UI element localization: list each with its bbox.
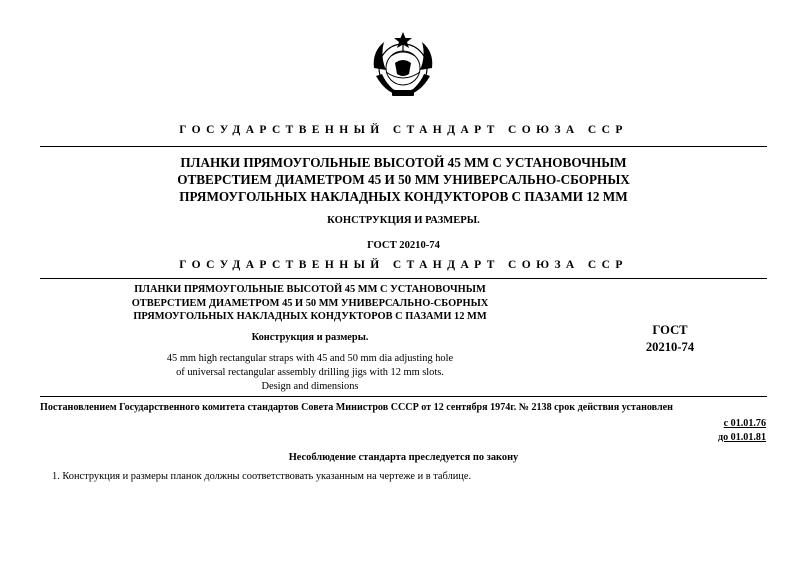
- header-rule-bottom: [40, 278, 767, 279]
- law-notice: Несоблюдение стандарта преследуется по закону: [288, 452, 519, 463]
- header-subtitle: КОНСТРУКЦИЯ И РАЗМЕРЫ.: [327, 215, 480, 226]
- valid-to: до 01.01.81: [717, 432, 766, 443]
- english-line-1: 45 mm high rectangular straps with 45 and 50 mm dia adjusting hole: [166, 353, 454, 364]
- state-standard-header: ГОСУДАРСТВЕННЫЙ СТАНДАРТ СОЮЗА ССР: [179, 124, 628, 136]
- header-gost-code: ГОСТ 20210-74: [367, 240, 440, 251]
- english-title: [110, 352, 510, 394]
- ussr-emblem-icon: [366, 30, 440, 102]
- gost-label: ГОСТ: [652, 323, 688, 337]
- state-standard-repeat: ГОСУДАРСТВЕННЫЙ СТАНДАРТ СОЮЗА ССР: [179, 259, 628, 271]
- body-title-line-3: ПРЯМОУГОЛЬНЫХ НАКЛАДНЫХ КОНДУКТОРОВ С ПАЗАМИ 12 ММ: [133, 311, 487, 322]
- gost-box: [620, 322, 720, 356]
- header-title-line-2: ОТВЕРСТИЕМ ДИАМЕТРОМ 45 И 50 ММ УНИВЕРСАЛЬНО-СБОРНЫХ: [177, 172, 630, 187]
- english-line-2: of universal rectangular assembly drilling jigs with 12 mm slots.: [176, 367, 444, 378]
- decree-text: Постановлением Государственного комитета стандартов Совета Министров СССР от 12 сентября 1974г. № 2138 срок действия установлен: [40, 402, 673, 413]
- body-rule: [40, 396, 767, 397]
- header-title-line-3: ПРЯМОУГОЛЬНЫХ НАКЛАДНЫХ КОНДУКТОРОВ С ПАЗАМИ 12 ММ: [179, 189, 628, 204]
- gost-number: 20210-74: [645, 340, 695, 354]
- header-title-line-1: ПЛАНКИ ПРЯМОУГОЛЬНЫЕ ВЫСОТОЙ 45 ММ С УСТАНОВОЧНЫМ: [180, 155, 627, 170]
- body-subtitle: Конструкция и размеры.: [251, 332, 369, 343]
- body-title-line-1: ПЛАНКИ ПРЯМОУГОЛЬНЫЕ ВЫСОТОЙ 45 ММ С УСТАНОВОЧНЫМ: [134, 284, 486, 295]
- valid-from: с 01.01.76: [723, 418, 766, 429]
- header-title: [60, 154, 747, 205]
- english-line-3: Design and dimensions: [261, 381, 359, 392]
- clause-1: 1. Конструкция и размеры планок должны соответствовать указанным на чертеже и в таблице.: [52, 471, 472, 482]
- header-rule-top: [40, 146, 767, 147]
- body-title: [90, 283, 530, 324]
- body-title-line-2: ОТВЕРСТИЕМ ДИАМЕТРОМ 45 И 50 ММ УНИВЕРСАЛЬНО-СБОРНЫХ: [131, 297, 489, 309]
